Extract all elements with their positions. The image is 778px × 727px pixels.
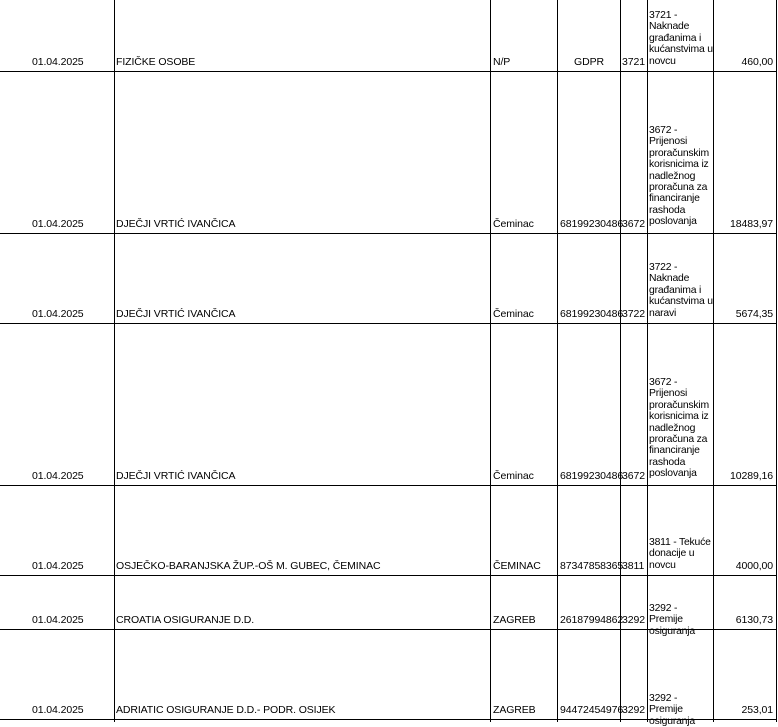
- row-amount: 4000,00: [735, 560, 773, 572]
- row-code: 3722: [622, 308, 645, 320]
- row-amount: 5674,35: [735, 308, 773, 320]
- row-description: 3811 - Tekuće donacije u novcu: [649, 537, 711, 571]
- row-amount: 460,00: [741, 56, 773, 68]
- row-oib: 68199230486: [560, 470, 624, 482]
- row-code: 3292: [622, 614, 645, 626]
- row-amount: 18483,97: [730, 218, 773, 230]
- row-description: 3672 - Prijenosi proračunskim korisnicima iz nadležnog proračuna za financiranje rashoda poslovanja: [649, 377, 709, 480]
- row-code: 3672: [622, 218, 645, 230]
- col-divider: [490, 0, 491, 722]
- row-name: CROATIA OSIGURANJE D.D.: [116, 614, 255, 626]
- col-divider: [114, 0, 115, 722]
- row-description: 3721 - Naknade građanima i kućanstvima u novcu: [649, 10, 713, 67]
- row-city: ZAGREB: [493, 614, 536, 626]
- row-city: ČEMINAC: [493, 560, 541, 572]
- row-name: DJEČJI VRTIĆ IVANČICA: [116, 470, 236, 482]
- row-name: OSJEČKO-BARANJSKA ŽUP.-OŠ M. GUBEC, ČEMINAC: [116, 560, 381, 572]
- row-oib: 68199230486: [560, 218, 624, 230]
- row-divider: [0, 485, 777, 486]
- row-name: DJEČJI VRTIĆ IVANČICA: [116, 308, 236, 320]
- row-name: ADRIATIC OSIGURANJE D.D.- PODR. OSIJEK: [116, 704, 336, 716]
- row-description: 3292 - Premije osiguranja: [649, 693, 695, 727]
- row-code: 3811: [622, 560, 645, 572]
- row-code: 3721: [622, 56, 645, 68]
- col-divider: [557, 0, 558, 722]
- col-divider: [647, 0, 648, 722]
- col-divider: [776, 0, 777, 722]
- col-divider: [713, 0, 714, 722]
- row-divider: [0, 575, 777, 576]
- row-oib: 26187994862: [560, 614, 624, 626]
- row-city: Čeminac: [493, 308, 534, 320]
- row-city: Čeminac: [493, 470, 534, 482]
- row-city: Čeminac: [493, 218, 534, 230]
- row-code: 3672: [622, 470, 645, 482]
- row-date: 01.04.2025: [32, 308, 84, 320]
- row-description: 3292 - Premije osiguranja: [649, 603, 695, 637]
- row-city: N/P: [493, 56, 511, 68]
- row-amount: 6130,73: [735, 614, 773, 626]
- row-date: 01.04.2025: [32, 614, 84, 626]
- row-city: ZAGREB: [493, 704, 536, 716]
- row-amount: 253,01: [741, 704, 773, 716]
- row-description: 3722 - Naknade građanima i kućanstvima u naravi: [649, 262, 713, 319]
- row-code: 3292: [622, 704, 645, 716]
- row-divider: [0, 323, 777, 324]
- row-description: 3672 - Prijenosi proračunskim korisnicima iz nadležnog proračuna za financiranje rashoda poslovanja: [649, 125, 709, 228]
- row-date: 01.04.2025: [32, 704, 84, 716]
- row-date: 01.04.2025: [32, 470, 84, 482]
- row-date: 01.04.2025: [32, 56, 84, 68]
- row-name: FIZIČKE OSOBE: [116, 56, 196, 68]
- row-date: 01.04.2025: [32, 218, 84, 230]
- row-date: 01.04.2025: [32, 560, 84, 572]
- row-oib: 87347858365: [560, 560, 624, 572]
- row-divider: [0, 71, 777, 72]
- row-oib: 68199230486: [560, 308, 624, 320]
- row-oib: GDPR: [574, 56, 604, 68]
- row-oib: 94472454976: [560, 704, 624, 716]
- row-divider: [0, 233, 777, 234]
- row-amount: 10289,16: [730, 470, 773, 482]
- row-name: DJEČJI VRTIĆ IVANČICA: [116, 218, 236, 230]
